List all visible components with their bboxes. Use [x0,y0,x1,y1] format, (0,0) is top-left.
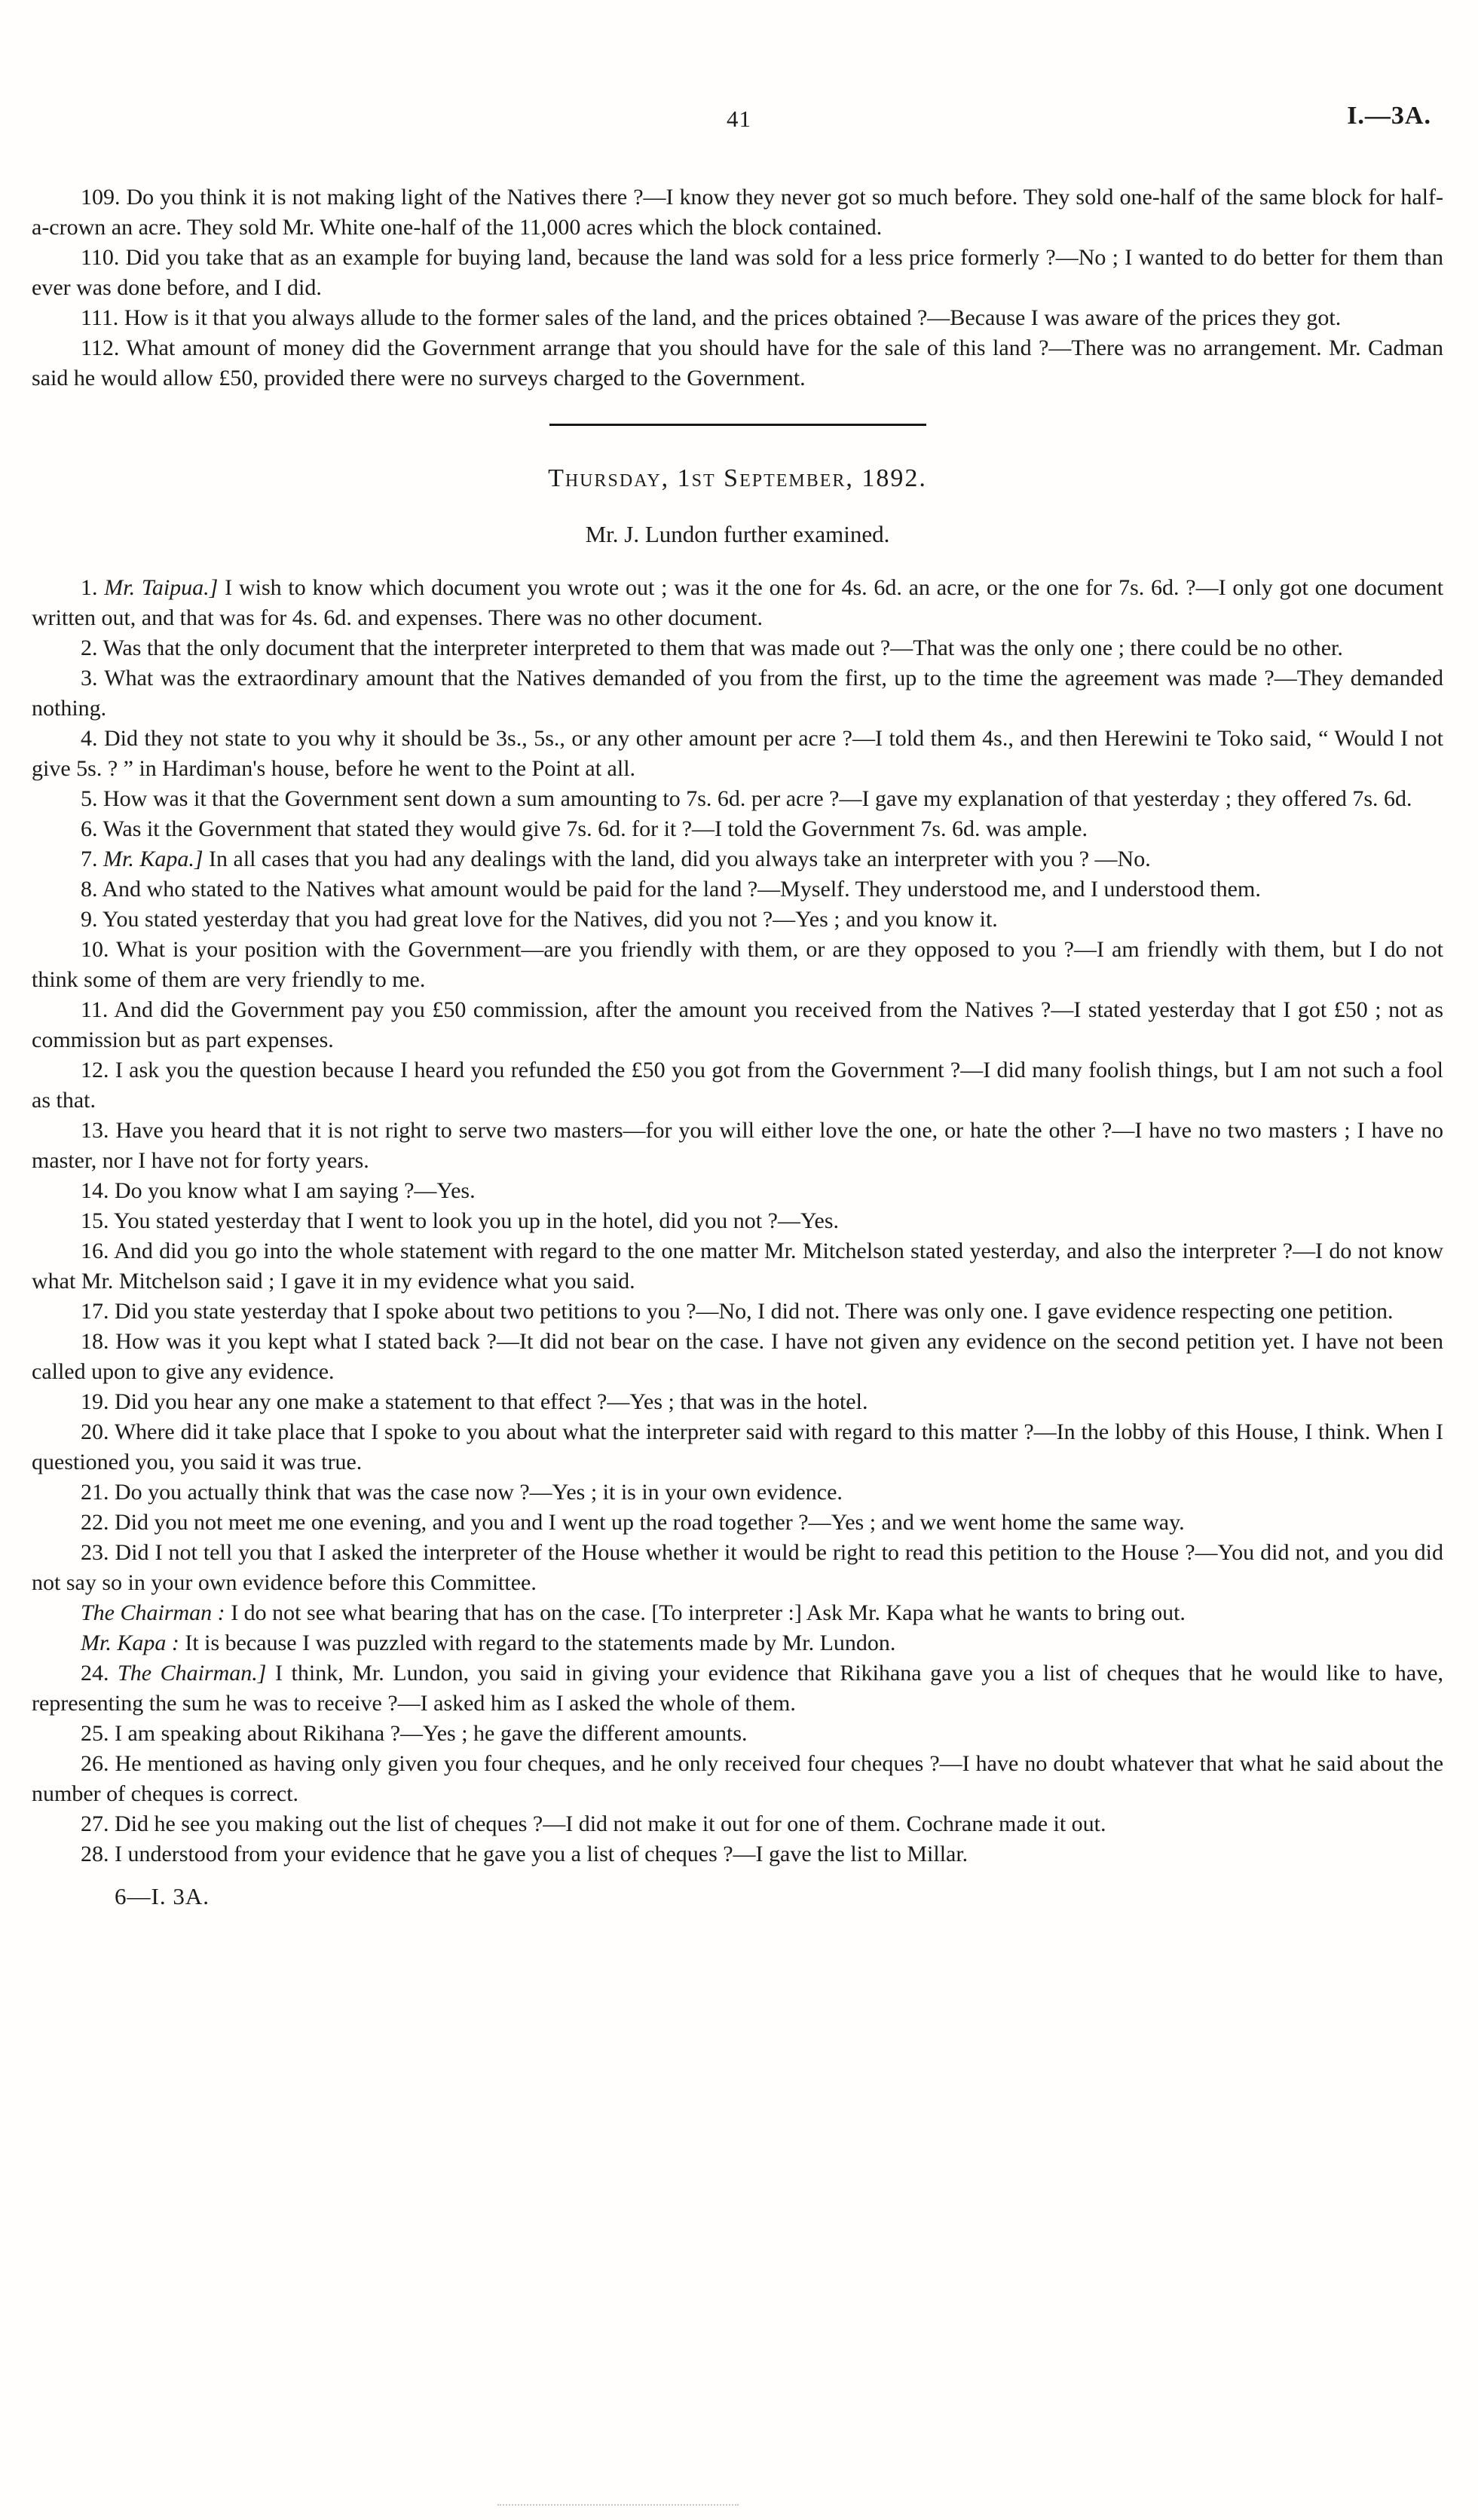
qa-text: Did I not tell you that I asked the interpreter of the House whether it would be right to read this petition to the House ?—You did not, and you did not say so in your own evidence before this Committee. [32,1540,1444,1595]
qa-paragraph [32,1839,1443,1869]
qa-text: Do you know what I am saying ?—Yes. [115,1178,476,1203]
speaker-name: Mr. Kapa.] [103,847,203,871]
question-number: 25. [81,1721,109,1746]
qa-text: Was it the Government that stated they would give 7s. 6d. for it ?—I told the Government 7s. 6d. was ample. [103,816,1088,841]
qa-text: I am speaking about Rikihana ?—Yes ; he gave the different amounts. [115,1721,748,1746]
question-number: 4. [81,726,98,751]
speaker-name: Mr. Taipua.] [104,575,219,600]
question-number: 24. [81,1661,109,1686]
page-header [0,0,1478,137]
previous-examination-block [32,182,1443,393]
qa-paragraph [32,633,1443,663]
qa-text: Do you actually think that was the case now ?—Yes ; it is in your own evidence. [115,1480,843,1505]
qa-paragraph [32,995,1443,1055]
qa-paragraph [32,1628,1443,1658]
question-number: 7. [81,847,98,871]
qa-paragraph [32,1417,1443,1477]
qa-text: How is it that you always allude to the former sales of the land, and the prices obtained ?—Because I was aware of the prices they got. [124,305,1342,330]
qa-text: You stated yesterday that I went to look you up in the hotel, did you not ?—Yes. [113,1208,840,1233]
qa-text: What amount of money did the Government arrange that you should have for the sale of this land ?—There was no arrangement. Mr. Cadman said he would allow £50, provided there were no surveys charged to the Government. [32,335,1443,390]
qa-text: What was the extraordinary amount that the Natives demanded of you from the first, up to the time the agreement was made ?—They demanded nothing. [32,666,1443,721]
page-number: 41 [727,106,751,132]
qa-paragraph [32,1055,1443,1116]
qa-paragraph [32,1206,1443,1236]
question-number: 109. [81,185,121,210]
qa-text: Where did it take place that I spoke to you about what the interpreter said with regard to this matter ?—In the lobby of this House, I think. When I questioned you, you said it was true. [32,1419,1443,1474]
qa-paragraph [32,1477,1443,1508]
qa-text: I understood from your evidence that he gave you a list of cheques ?—I gave the list to Millar. [115,1842,969,1866]
question-number: 18. [81,1329,109,1354]
witness-heading: Mr. J. Lundon further examined. [585,521,890,547]
qa-text: Have you heard that it is not right to serve two masters—for you will either love the one, or hate the other ?—I have no two masters ; I have no master, nor I have not for forty years. [32,1118,1444,1173]
qa-text: I wish to know which document you wrote out ; was it the one for 4s. 6d. an acre, or the one for 7s. 6d. ?—I only got one document written out, and that was for 4s. 6d. and expenses. There was no other document. [32,575,1444,630]
question-number: 21. [81,1480,109,1505]
qa-text: Was that the only document that the interpreter interpreted to them that was made out ?—That was the only one ; there could be no other. [103,635,1343,660]
page-content [0,182,1478,1912]
qa-text: He mentioned as having only given you four cheques, and he only received four cheques ?—I have no doubt whatever that what he said about the number of cheques is correct. [32,1751,1444,1806]
question-number: 5. [81,786,98,811]
qa-paragraph [32,784,1443,814]
section-divider [549,424,926,426]
speaker-name: Mr. Kapa : [81,1630,179,1655]
qa-paragraph [32,1538,1443,1598]
question-number: 14. [81,1178,109,1203]
question-number: 23. [81,1540,109,1565]
question-number: 17. [81,1299,109,1324]
qa-text: Did they not state to you why it should be 3s., 5s., or any other amount per acre ?—I told them 4s., and then Herewini te Toko said, “ Would I not give 5s. ? ” in Hardiman's house, before he went to the Point at all. [32,726,1444,781]
qa-paragraph [32,1297,1443,1327]
question-number: 13. [81,1118,109,1143]
qa-text: Did you not meet me one evening, and you and I went up the road together ?—Yes ; and we went home the same way. [115,1510,1185,1535]
qa-text: What is your position with the Government—are you friendly with them, or are they opposed to you ?—I am friendly with them, but I do not think some of them are very friendly to me. [32,937,1443,992]
question-number: 10. [81,937,109,962]
qa-text: Do you think it is not making light of the Natives there ?—I know they never got so much before. They sold one-half of the same block for half-a-crown an acre. They sold Mr. White one-half of the 11,000 acres which the block contained. [32,185,1443,240]
question-number: 12. [81,1058,109,1082]
qa-text: Did you state yesterday that I spoke about two petitions to you ?—No, I did not. There was only one. I gave evidence respecting one petition. [115,1299,1394,1324]
qa-paragraph [32,573,1443,633]
qa-paragraph [32,243,1443,303]
paper-reference: I.—3A. [1347,102,1431,130]
question-number: 20. [81,1419,109,1444]
question-number: 6. [81,816,98,841]
qa-text: Did you hear any one make a statement to that effect ?—Yes ; that was in the hotel. [115,1389,868,1414]
question-number: 19. [81,1389,109,1414]
qa-paragraph [32,1387,1443,1417]
question-number: 15. [81,1208,109,1233]
question-number: 110. [81,245,120,270]
qa-paragraph [32,1749,1443,1809]
qa-paragraph [32,303,1443,333]
question-number: 27. [81,1811,109,1836]
question-number: 1. [81,575,98,600]
qa-paragraph [32,1116,1443,1176]
qa-paragraph [32,1809,1443,1839]
qa-paragraph [32,724,1443,784]
qa-paragraph [32,333,1443,393]
qa-paragraph [32,1327,1443,1387]
qa-text: You stated yesterday that you had great love for the Natives, did you not ?—Yes ; and you know it. [102,907,998,932]
speaker-name: The Chairman : [81,1600,225,1625]
qa-text: In all cases that you had any dealings with the land, did you always take an interpreter with you ? —No. [209,847,1151,871]
qa-text: Did you take that as an example for buying land, because the land was sold for a less price formerly ?—No ; I wanted to do better for them than ever was done before, and I did. [32,245,1443,300]
session-date-heading: Thursday, 1st September, 1892. [548,464,927,492]
imprint-signature: 6—I. 3A. [115,1883,210,1909]
speaker-name: The Chairman.] [118,1661,267,1686]
qa-paragraph [32,874,1443,905]
qa-paragraph [32,1176,1443,1206]
qa-text: I think, Mr. Lundon, you said in giving your evidence that Rikihana gave you a list of cheques that he would like to have, representing the sum he was to receive ?—I asked him as I asked the whole of them. [32,1661,1444,1716]
question-number: 2. [81,635,98,660]
qa-text: And who stated to the Natives what amount would be paid for the land ?—Myself. They understood me, and I understood them. [102,877,1261,902]
scan-artifact-line [497,2504,739,2506]
qa-text: And did the Government pay you £50 commission, after the amount you received from the Natives ?—I stated yesterday that I got £50 ; not as commission but as part expenses. [32,997,1443,1052]
qa-paragraph [32,935,1443,995]
question-number: 28. [81,1842,109,1866]
qa-paragraph [32,905,1443,935]
qa-paragraph [32,182,1443,243]
qa-text: And did you go into the whole statement with regard to the one matter Mr. Mitchelson stated yesterday, and also the interpreter ?—I do not know what Mr. Mitchelson said ; I gave it in my evidence what you said. [32,1239,1443,1294]
qa-paragraph [32,1598,1443,1628]
qa-text: I ask you the question because I heard you refunded the £50 you got from the Government ?—I did many foolish things, but I am not such a fool as that. [32,1058,1443,1113]
qa-text: Did he see you making out the list of cheques ?—I did not make it out for one of them. Cochrane made it out. [115,1811,1106,1836]
question-number: 112. [81,335,120,360]
question-number: 16. [81,1239,109,1263]
qa-paragraph [32,1508,1443,1538]
qa-paragraph [32,663,1443,724]
qa-text: It is because I was puzzled with regard to the statements made by Mr. Lundon. [185,1630,896,1655]
qa-paragraph [32,1719,1443,1749]
question-number: 8. [81,877,98,902]
qa-paragraph [32,814,1443,844]
question-number: 22. [81,1510,109,1535]
qa-paragraph [32,844,1443,874]
question-number: 111. [81,305,119,330]
examination-block [32,573,1443,1869]
question-number: 3. [81,666,98,690]
question-number: 9. [81,907,98,932]
question-number: 11. [81,997,109,1022]
question-number: 26. [81,1751,109,1776]
qa-paragraph [32,1658,1443,1719]
qa-text: I do not see what bearing that has on the case. [To interpreter :] Ask Mr. Kapa what he wants to bring out. [231,1600,1186,1625]
qa-text: How was it you kept what I stated back ?—It did not bear on the case. I have not given any evidence on the second petition yet. I have not been called upon to give any evidence. [32,1329,1443,1384]
qa-text: How was it that the Government sent down a sum amounting to 7s. 6d. per acre ?—I gave my explanation of that yesterday ; they offered 7s. 6d. [103,786,1412,811]
qa-paragraph [32,1236,1443,1297]
